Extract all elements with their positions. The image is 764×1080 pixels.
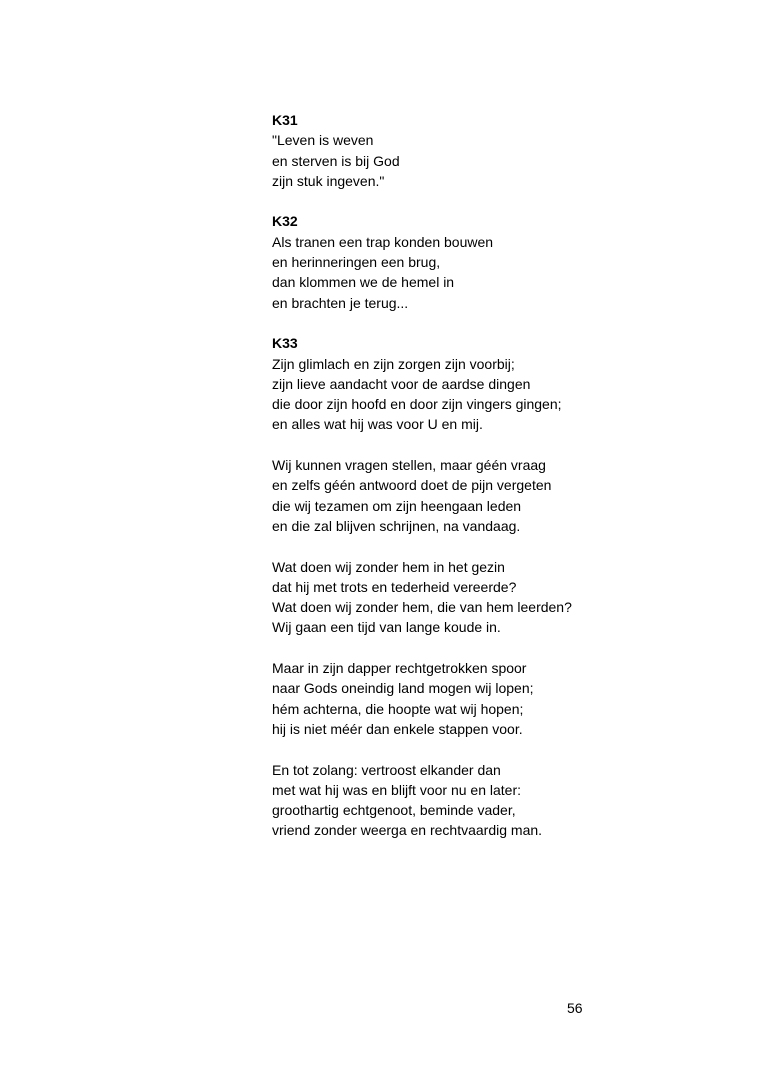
section-heading: K31 [272, 112, 298, 128]
poem-line: en brachten je terug... [272, 294, 409, 311]
poem-line: Wat doen wij zonder hem, die van hem leerden? [272, 599, 572, 616]
poem-line: en alles wat hij was voor U en mij. [272, 416, 483, 433]
poem-line: "Leven is weven [272, 132, 374, 149]
section-k33 [272, 333, 712, 840]
poem-line: dan klommen we de hemel in [272, 274, 455, 291]
stanza [272, 658, 712, 739]
section-heading: K33 [272, 335, 298, 352]
poem-line: zijn stuk ingeven." [272, 172, 385, 189]
stanza [272, 455, 712, 536]
page-number: 56 [567, 1000, 583, 1016]
poem-content [272, 110, 712, 841]
section-k32 [272, 211, 712, 312]
stanza [272, 354, 712, 435]
poem-line: die door zijn hoofd en door zijn vingers gingen; [272, 396, 562, 413]
stanza [272, 232, 712, 313]
poem-line: die wij tezamen om zijn heengaan leden [272, 497, 522, 514]
poem-line: hij is niet méér dan enkele stappen voor. [272, 720, 523, 737]
section-k31 [272, 110, 712, 191]
poem-line: naar Gods oneindig land mogen wij lopen; [272, 680, 534, 697]
poem-line: dat hij met trots en tederheid vereerde? [272, 578, 517, 595]
poem-line: Wij gaan een tijd van lange koude in. [272, 619, 501, 636]
stanza [272, 760, 712, 841]
poem-line: zijn lieve aandacht voor de aardse dingen [272, 375, 531, 392]
poem-line: Als tranen een trap konden bouwen [272, 233, 494, 250]
poem-line: vriend zonder weerga en rechtvaardig man. [272, 822, 543, 839]
poem-line: en zelfs géén antwoord doet de pijn vergeten [272, 477, 552, 494]
poem-line: groothartig echtgenoot, beminde vader, [272, 802, 516, 819]
stanza [272, 130, 712, 191]
poem-line: Wat doen wij zonder hem in het gezin [272, 558, 505, 575]
stanza [272, 557, 712, 638]
poem-line: Maar in zijn dapper rechtgetrokken spoor [272, 660, 527, 677]
poem-line: en herinneringen een brug, [272, 254, 441, 271]
section-heading: K32 [272, 213, 298, 230]
poem-line: Wij kunnen vragen stellen, maar géén vraag [272, 457, 546, 474]
poem-line: hém achterna, die hoopte wat wij hopen; [272, 700, 524, 717]
poem-line: en die zal blijven schrijnen, na vandaag. [272, 517, 521, 534]
poem-line: En tot zolang: vertroost elkander dan [272, 761, 501, 778]
poem-line: Zijn glimlach en zijn zorgen zijn voorbij; [272, 355, 515, 372]
poem-line: en sterven is bij God [272, 152, 400, 169]
poem-line: met wat hij was en blijft voor nu en later: [272, 781, 522, 798]
